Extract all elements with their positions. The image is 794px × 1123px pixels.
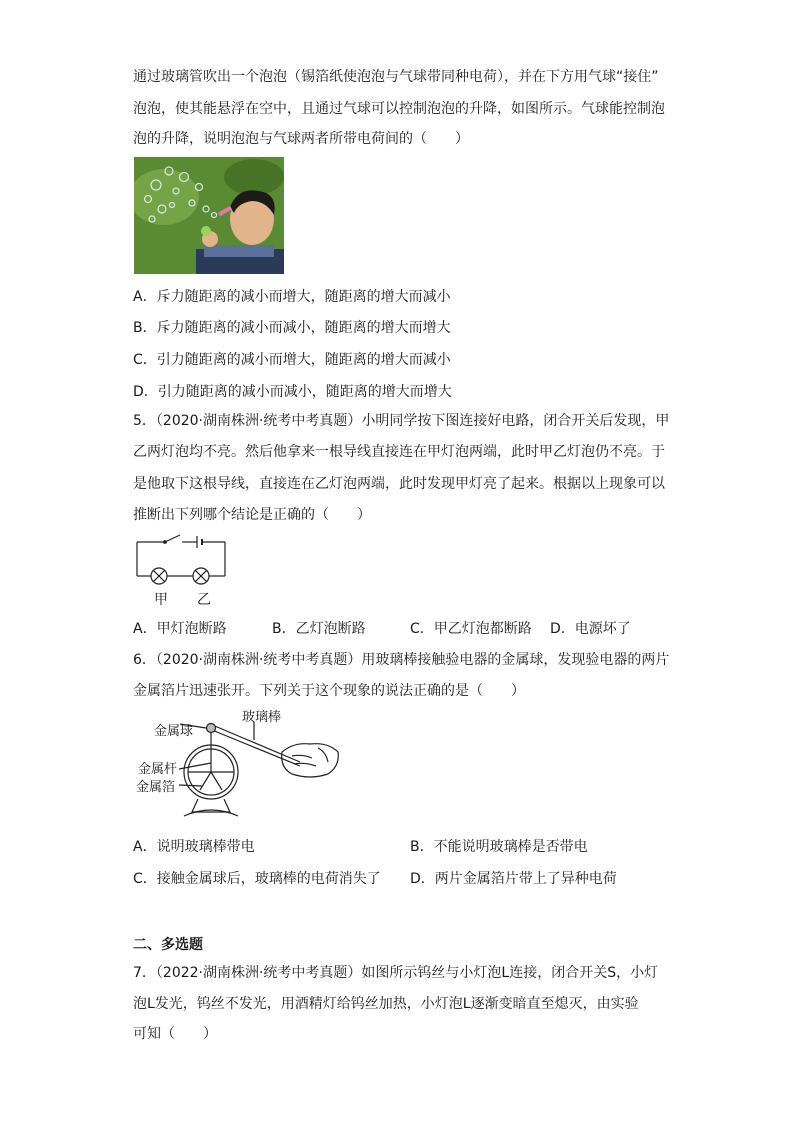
q4-stem-line-2: 泡泡，使其能悬浮在空中，且通过气球可以控制泡泡的升降，如图所示。气球能控制泡 — [133, 101, 665, 117]
q4-option-d[interactable]: D．引力随距离的减小而减小，随距离的增大而增大 — [133, 384, 452, 400]
q5-stem-line-4: 推断出下列哪个结论是正确的（ ） — [133, 507, 371, 523]
metal-ball-label: 金属球 — [154, 724, 194, 739]
q5-stem-line-3: 是他取下这根导线，直接连在乙灯泡两端，此时发现甲灯亮了起来。根据以上现象可以 — [133, 476, 665, 492]
q7-stem-line-3: 可知（ ） — [133, 1026, 217, 1042]
section-heading-multiple-choice: 二、多选题 — [133, 937, 203, 953]
metal-foil-label: 金属箔 — [136, 780, 176, 795]
q5-option-c[interactable]: C．甲乙灯泡都断路 — [410, 621, 532, 637]
q4-option-a[interactable]: A．斥力随距离的减小而增大，随距离的增大而减小 — [133, 289, 451, 305]
glass-rod-label: 玻璃棒 — [242, 710, 282, 725]
q4-stem-line-3: 泡的升降，说明泡泡与气球两者所带电荷间的（ ） — [133, 131, 469, 147]
q5-stem-line-2: 乙两灯泡均不亮。然后他拿来一根导线直接连在甲灯泡两端，此时甲乙灯泡仍不亮。于 — [133, 444, 665, 460]
q6-stem-line-1: 6．（2020·湖南株洲·统考中考真题）用玻璃棒接触验电器的金属球，发现验电器的两片 — [133, 652, 670, 668]
q6-stem-line-2: 金属箔片迅速张开。下列关于这个现象的说法正确的是（ ） — [133, 683, 525, 699]
bulb-b-label: 乙 — [197, 592, 211, 608]
q5-option-b[interactable]: B．乙灯泡断路 — [272, 621, 366, 637]
q6-option-c[interactable]: C．接触金属球后，玻璃棒的电荷消失了 — [133, 871, 381, 887]
bulb-a-label: 甲 — [154, 592, 168, 608]
q7-stem-line-1: 7．（2022·湖南株洲·统考中考真题）如图所示钨丝与小灯泡L连接，闭合开关S，小灯 — [133, 965, 659, 981]
q6-option-b[interactable]: B．不能说明玻璃棒是否带电 — [410, 839, 588, 855]
q6-option-a[interactable]: A．说明玻璃棒带电 — [133, 839, 255, 855]
q4-option-c[interactable]: C．引力随距离的减小而增大，随距离的增大而减小 — [133, 352, 451, 368]
q7-stem-line-2: 泡L发光，钨丝不发光，用酒精灯给钨丝加热，小灯泡L逐渐变暗直至熄灭，由实验 — [133, 996, 639, 1012]
bubble-photo — [134, 157, 284, 274]
q6-option-d[interactable]: D．两片金属箔片带上了异种电荷 — [410, 871, 617, 887]
circuit-drawing — [130, 530, 240, 615]
electroscope-diagram — [132, 708, 344, 826]
q4-stem-line-1: 通过玻璃管吹出一个泡泡（锡箔纸使泡泡与气球带同种电荷），并在下方用气球“接住” — [133, 69, 659, 85]
circuit-diagram — [130, 530, 240, 615]
q5-option-a[interactable]: A．甲灯泡断路 — [133, 621, 227, 637]
bubble-photo-illustration — [134, 157, 284, 274]
q5-stem-line-1: 5．（2020·湖南株洲·统考中考真题）小明同学按下图连接好电路，闭合开关后发现，甲 — [133, 413, 670, 429]
q5-option-d[interactable]: D．电源坏了 — [550, 621, 631, 637]
q4-option-b[interactable]: B．斥力随距离的减小而减小，随距离的增大而增大 — [133, 320, 451, 336]
metal-rod-label: 金属杆 — [138, 762, 178, 777]
